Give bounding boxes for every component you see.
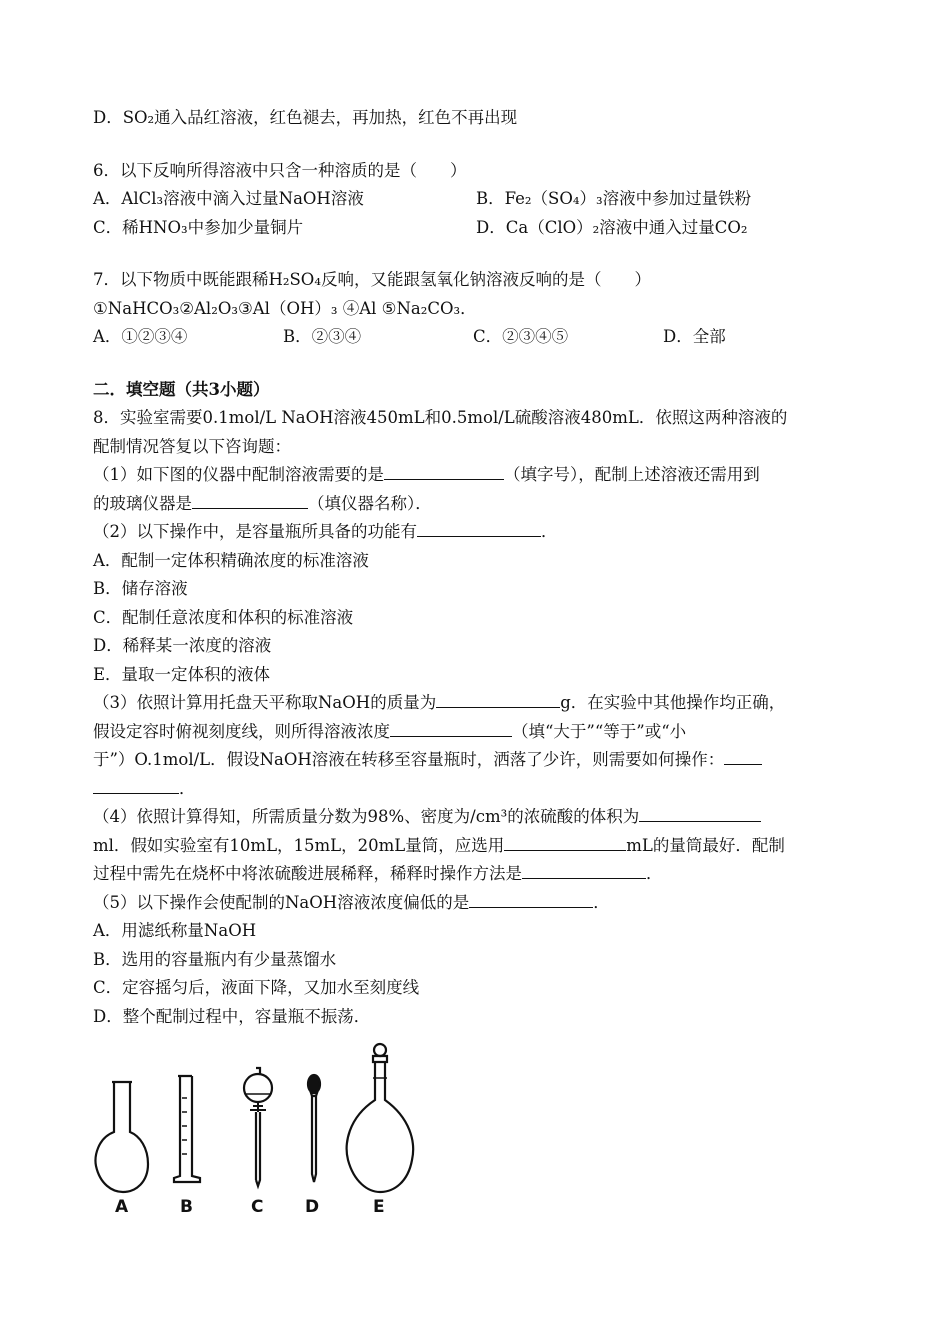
document-page: [93, 104, 863, 1031]
answer-blank-3[interactable]: [417, 518, 541, 537]
q8-part3-text-e: 于”）O.1mol/L．假设NaOH溶液在转移至容量瓶时，洒落了少许，则需要如何操作：: [93, 750, 725, 769]
q8-part1-text-d: （填仪器名称）．: [308, 493, 432, 513]
q7-options: [93, 323, 863, 352]
q8-part3-line2: [93, 718, 863, 747]
q8-part4-text-a: （4）依照计算得知，所需质量分数为98%、密度为/cm³的浓硫酸的体积为: [93, 807, 640, 826]
answer-blank-2[interactable]: [192, 490, 308, 509]
figure-label-a: A: [115, 1197, 129, 1215]
answer-blank-9[interactable]: [522, 860, 646, 879]
q8-part1-text-b: （填字号），配制上述溶液还需用到: [504, 465, 760, 484]
q8-part4-text-d: 过程中需先在烧杯中将浓硫酸进展稀释，稀释时操作方法是: [93, 864, 522, 883]
lab-instruments-drawing: [90, 1040, 420, 1215]
figure-label-e: E: [373, 1197, 385, 1215]
q8-part2-option-d: D．稀释某一浓度的溶液: [93, 636, 272, 655]
q5-option-d: D．SO₂通入品红溶液，红色褪去，再加热，红色不再出现: [93, 108, 518, 127]
q8-part4-text-b: ml．假如实验室有10mL，15mL，20mL量筒，应选用: [93, 835, 505, 855]
q8-part5-end: ．: [593, 892, 610, 912]
volumetric-flask-drawing: [347, 1044, 413, 1192]
q6-option-c: C．稀HNO₃中参加少量铜片: [93, 217, 304, 237]
q8-stem-line1: 8．实验室需要0.1mol/L NaOH溶液450mL和0.5mol/L硫酸溶液480mL．依照这两种溶液的: [93, 408, 788, 427]
lab-instruments-figure: [90, 1040, 420, 1215]
q6-options-row1: [93, 185, 863, 214]
q8-part4-line3: [93, 860, 863, 889]
q8-part5-option-a: A．用滤纸称量NaOH: [93, 921, 257, 940]
q8-part5-option-b: B．选用的容量瓶内有少量蒸馏水: [93, 949, 337, 969]
answer-blank-4[interactable]: [436, 689, 560, 708]
q8-part3-line1: [93, 689, 863, 718]
answer-blank-7[interactable]: [639, 803, 761, 822]
section-title: 二．填空题（共3小题）: [93, 379, 270, 399]
figure-label-b: B: [180, 1197, 193, 1215]
q8-part3-line3: [93, 746, 863, 775]
q8-part2-end: ．: [541, 522, 558, 541]
answer-blank-6b[interactable]: [93, 775, 179, 794]
q8-part5: [93, 889, 863, 918]
separatory-funnel-drawing: [244, 1068, 272, 1186]
q8-part1-text-a: （1）如下图的仪器中配制溶液需要的是: [93, 465, 384, 484]
q7-option-b: B．②③④: [283, 327, 362, 346]
q7-option-a: A．①②③④: [93, 327, 188, 346]
graduated-cylinder-drawing: [174, 1076, 200, 1182]
q8-part3-line4: [93, 775, 863, 804]
q8-part5-text: （5）以下操作会使配制的NaOH溶液浓度偏低的是: [93, 892, 470, 912]
q6-options-row2: [93, 214, 863, 243]
q8-part3-text-d: （填“大于”“等于”或“小: [512, 721, 687, 741]
q8-part1-line2: [93, 490, 863, 519]
q8-part4-line2: [93, 832, 863, 861]
answer-blank-1[interactable]: [384, 461, 504, 480]
figure-label-d: D: [305, 1197, 320, 1215]
q8-part4-end: ．: [646, 864, 663, 883]
q8-stem-line2: 配制情况答复以下咨询题：: [93, 436, 291, 456]
q8-part1-text-c: 的玻璃仪器是: [93, 493, 192, 513]
q8-part1-line1: [93, 461, 863, 490]
q6-stem: 6．以下反响所得溶液中只含一种溶质的是（ ）: [93, 160, 467, 180]
q8-part3-end: ．: [179, 778, 196, 798]
q8-part4-text-c: mL的量筒最好．配制: [626, 835, 785, 855]
q8-part3-text-a: （3）依照计算用托盘天平称取NaOH的质量为: [93, 693, 437, 712]
q7-items: ①NaHCO₃②Al₂O₃③Al（OH）₃ ④Al ⑤Na₂CO₃．: [93, 298, 477, 318]
answer-blank-8[interactable]: [504, 832, 626, 851]
q6-option-d: D．Ca（ClO）₂溶液中通入过量CO₂: [476, 217, 748, 237]
q7-stem: 7．以下物质中既能跟稀H₂SO₄反响，又能跟氢氧化钠溶液反响的是（ ）: [93, 270, 651, 289]
q7-option-d: D．全部: [663, 327, 726, 346]
answer-blank-6a[interactable]: [724, 746, 762, 765]
q8-part3-text-c: 假设定容时俯视刻度线，则所得溶液浓度: [93, 721, 390, 741]
answer-blank-5[interactable]: [390, 718, 512, 737]
q8-part5-option-c: C．定容摇匀后，液面下降，又加水至刻度线: [93, 978, 420, 997]
q6-option-b: B．Fe₂（SO₄）₃溶液中参加过量铁粉: [476, 189, 752, 208]
round-bottom-flask-drawing: [96, 1082, 148, 1192]
q7-option-c: C．②③④⑤: [473, 327, 569, 346]
q8-part2: [93, 518, 863, 547]
q6-option-a: A．AlCl₃溶液中滴入过量NaOH溶液: [93, 189, 364, 208]
q8-part4-line1: [93, 803, 863, 832]
answer-blank-10[interactable]: [469, 889, 593, 908]
q8-part5-option-d: D．整个配制过程中，容量瓶不振荡．: [93, 1006, 371, 1026]
q8-part2-option-a: A．配制一定体积精确浓度的标准溶液: [93, 550, 369, 570]
q8-part2-option-b: B．储存溶液: [93, 579, 188, 598]
figure-label-c: C: [251, 1197, 264, 1215]
dropper-drawing: [308, 1075, 320, 1182]
q8-part2-text: （2）以下操作中，是容量瓶所具备的功能有: [93, 522, 417, 541]
q8-part2-option-c: C．配制任意浓度和体积的标准溶液: [93, 607, 354, 627]
q8-part3-text-b: g．在实验中其他操作均正确，: [560, 693, 786, 712]
q8-part2-option-e: E．量取一定体积的液体: [93, 664, 271, 684]
